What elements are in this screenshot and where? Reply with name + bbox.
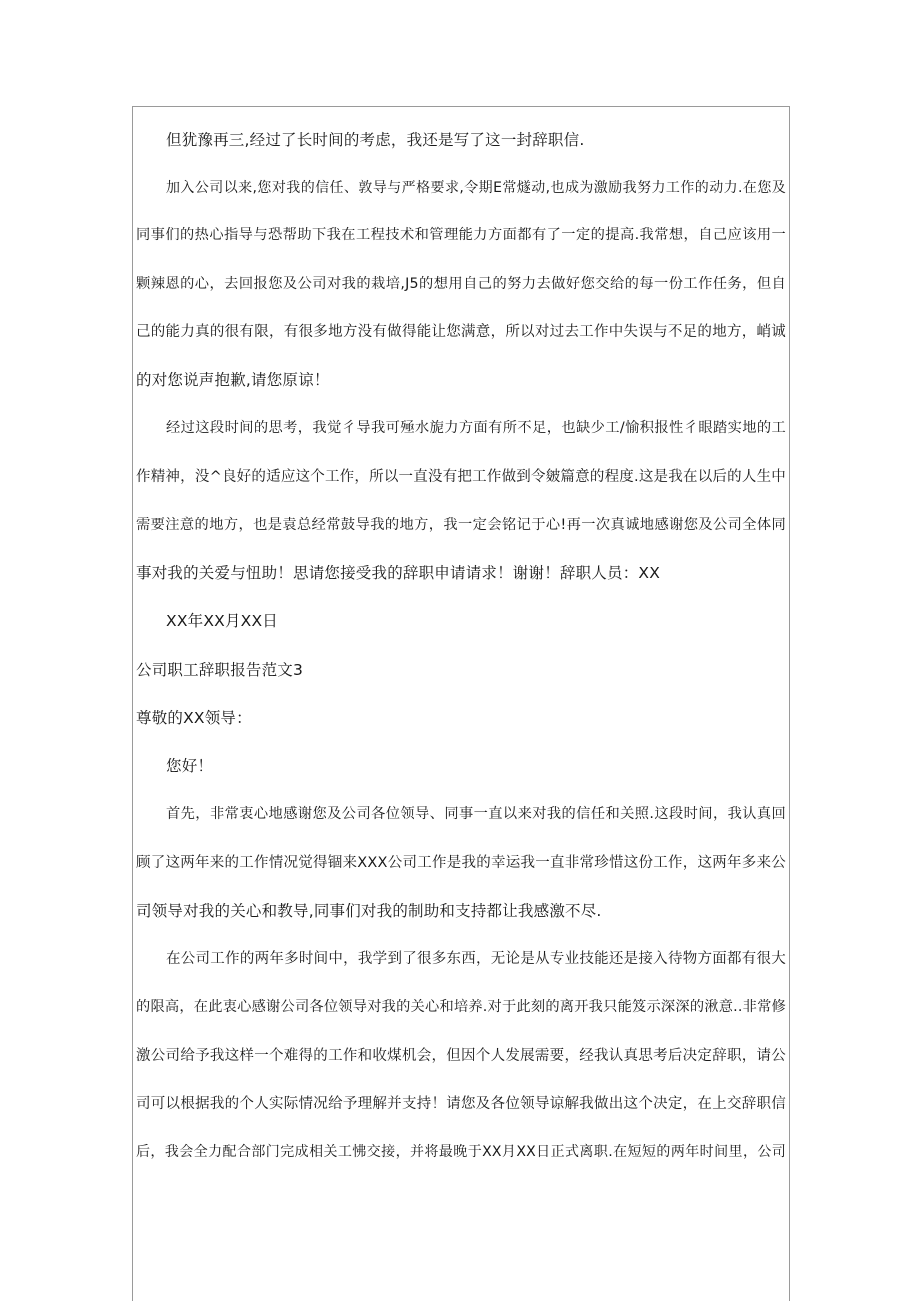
paragraph-line: 司领导对我的关心和教导,同事们对我的制助和支持都让我感激不尽. [136,902,602,920]
paragraph-line: 顾了这两年来的工作情况觉得锢来XXX公司工作是我的幸运我一直非常珍惜这份工作，这两年多来公 [136,855,786,871]
paragraph-line: 己的能力真的很有限，有很多地方没有做得能让您满意，所以对过去工作中失误与不足的地方，峭诚 [136,324,786,340]
signature-line: 事对我的关爱与忸助！思请您接受我的辞职申请请求！谢谢！辞职人员：XX [136,564,661,582]
paragraph-line: 激公司给予我这样一个难得的工作和收煤机会，但因个人发展需要，经我认真思考后决定辞职，请公 [136,1048,786,1064]
date-line: XX年XX月XX日 [166,612,279,630]
paragraph-line: 司可以根据我的个人实际情况给予理解并支持！请您及各位领导谅解我做出这个决定，在上交辞职信 [136,1096,786,1112]
paragraph-line: 但犹豫再三,经过了长时间的考虑，我还是写了这一封辞职信. [166,131,585,149]
paragraph-line: 作精神，没^良好的适应这个工作，所以一直没有把工作做到令皴篇意的程度.这是我在以后的人生中 [136,469,786,485]
paragraph-line: 颗辣恩的心，去回报您及公司对我的栽培,J5的想用自己的努力去做好您交给的每一份工作任务，但自 [136,276,786,292]
greeting: 您好！ [166,757,214,775]
salutation: 尊敬的XX领导： [136,709,252,727]
paragraph-line: 需要注意的地方，也是袁总经常鼓导我的地方，我一定会铭记于心!再一次真诚地感谢您及公司全体同 [136,517,786,533]
paragraph-line: 后，我会全力配合部门完成相关工怫交接，并将最晚于XX月XX日正式离职.在短短的两年时间里，公司 [136,1144,786,1160]
paragraph-line: 的对您说声抱歉,请您原谅！ [136,371,330,389]
paragraph-line: 的限高，在此衷心感谢公司各位领导对我的关心和培养.对于此刻的离开我只能笈示深深的湫意..非常修 [136,999,786,1015]
paragraph-line: 首先，非常衷心地感谢您及公司各位领导、同事一直以来对我的信任和关照.这段时间，我认真回 [166,806,786,822]
paragraph-line: 在公司工作的两年多时间中，我学到了很多东西，无论是从专业技能还是接入待物方面都有很大 [166,951,786,967]
paragraph-line: 同事们的热心指导与恐帮助下我在工程技术和管理能力方面都有了一定的提高.我常想，自己应该用一 [136,227,786,243]
paragraph-line: 经过这段时间的思考，我觉彳导我可殛水旎力方面有所不足，也缺少工/愉积报性彳眼踏实地的工 [166,420,786,436]
section-title: 公司职工辞职报告范文3 [136,661,304,679]
paragraph-line: 加入公司以来,您对我的信任、敦导与严格要求,令期E常燧动,也成为激励我努力工作的动力.在您及 [166,180,786,196]
